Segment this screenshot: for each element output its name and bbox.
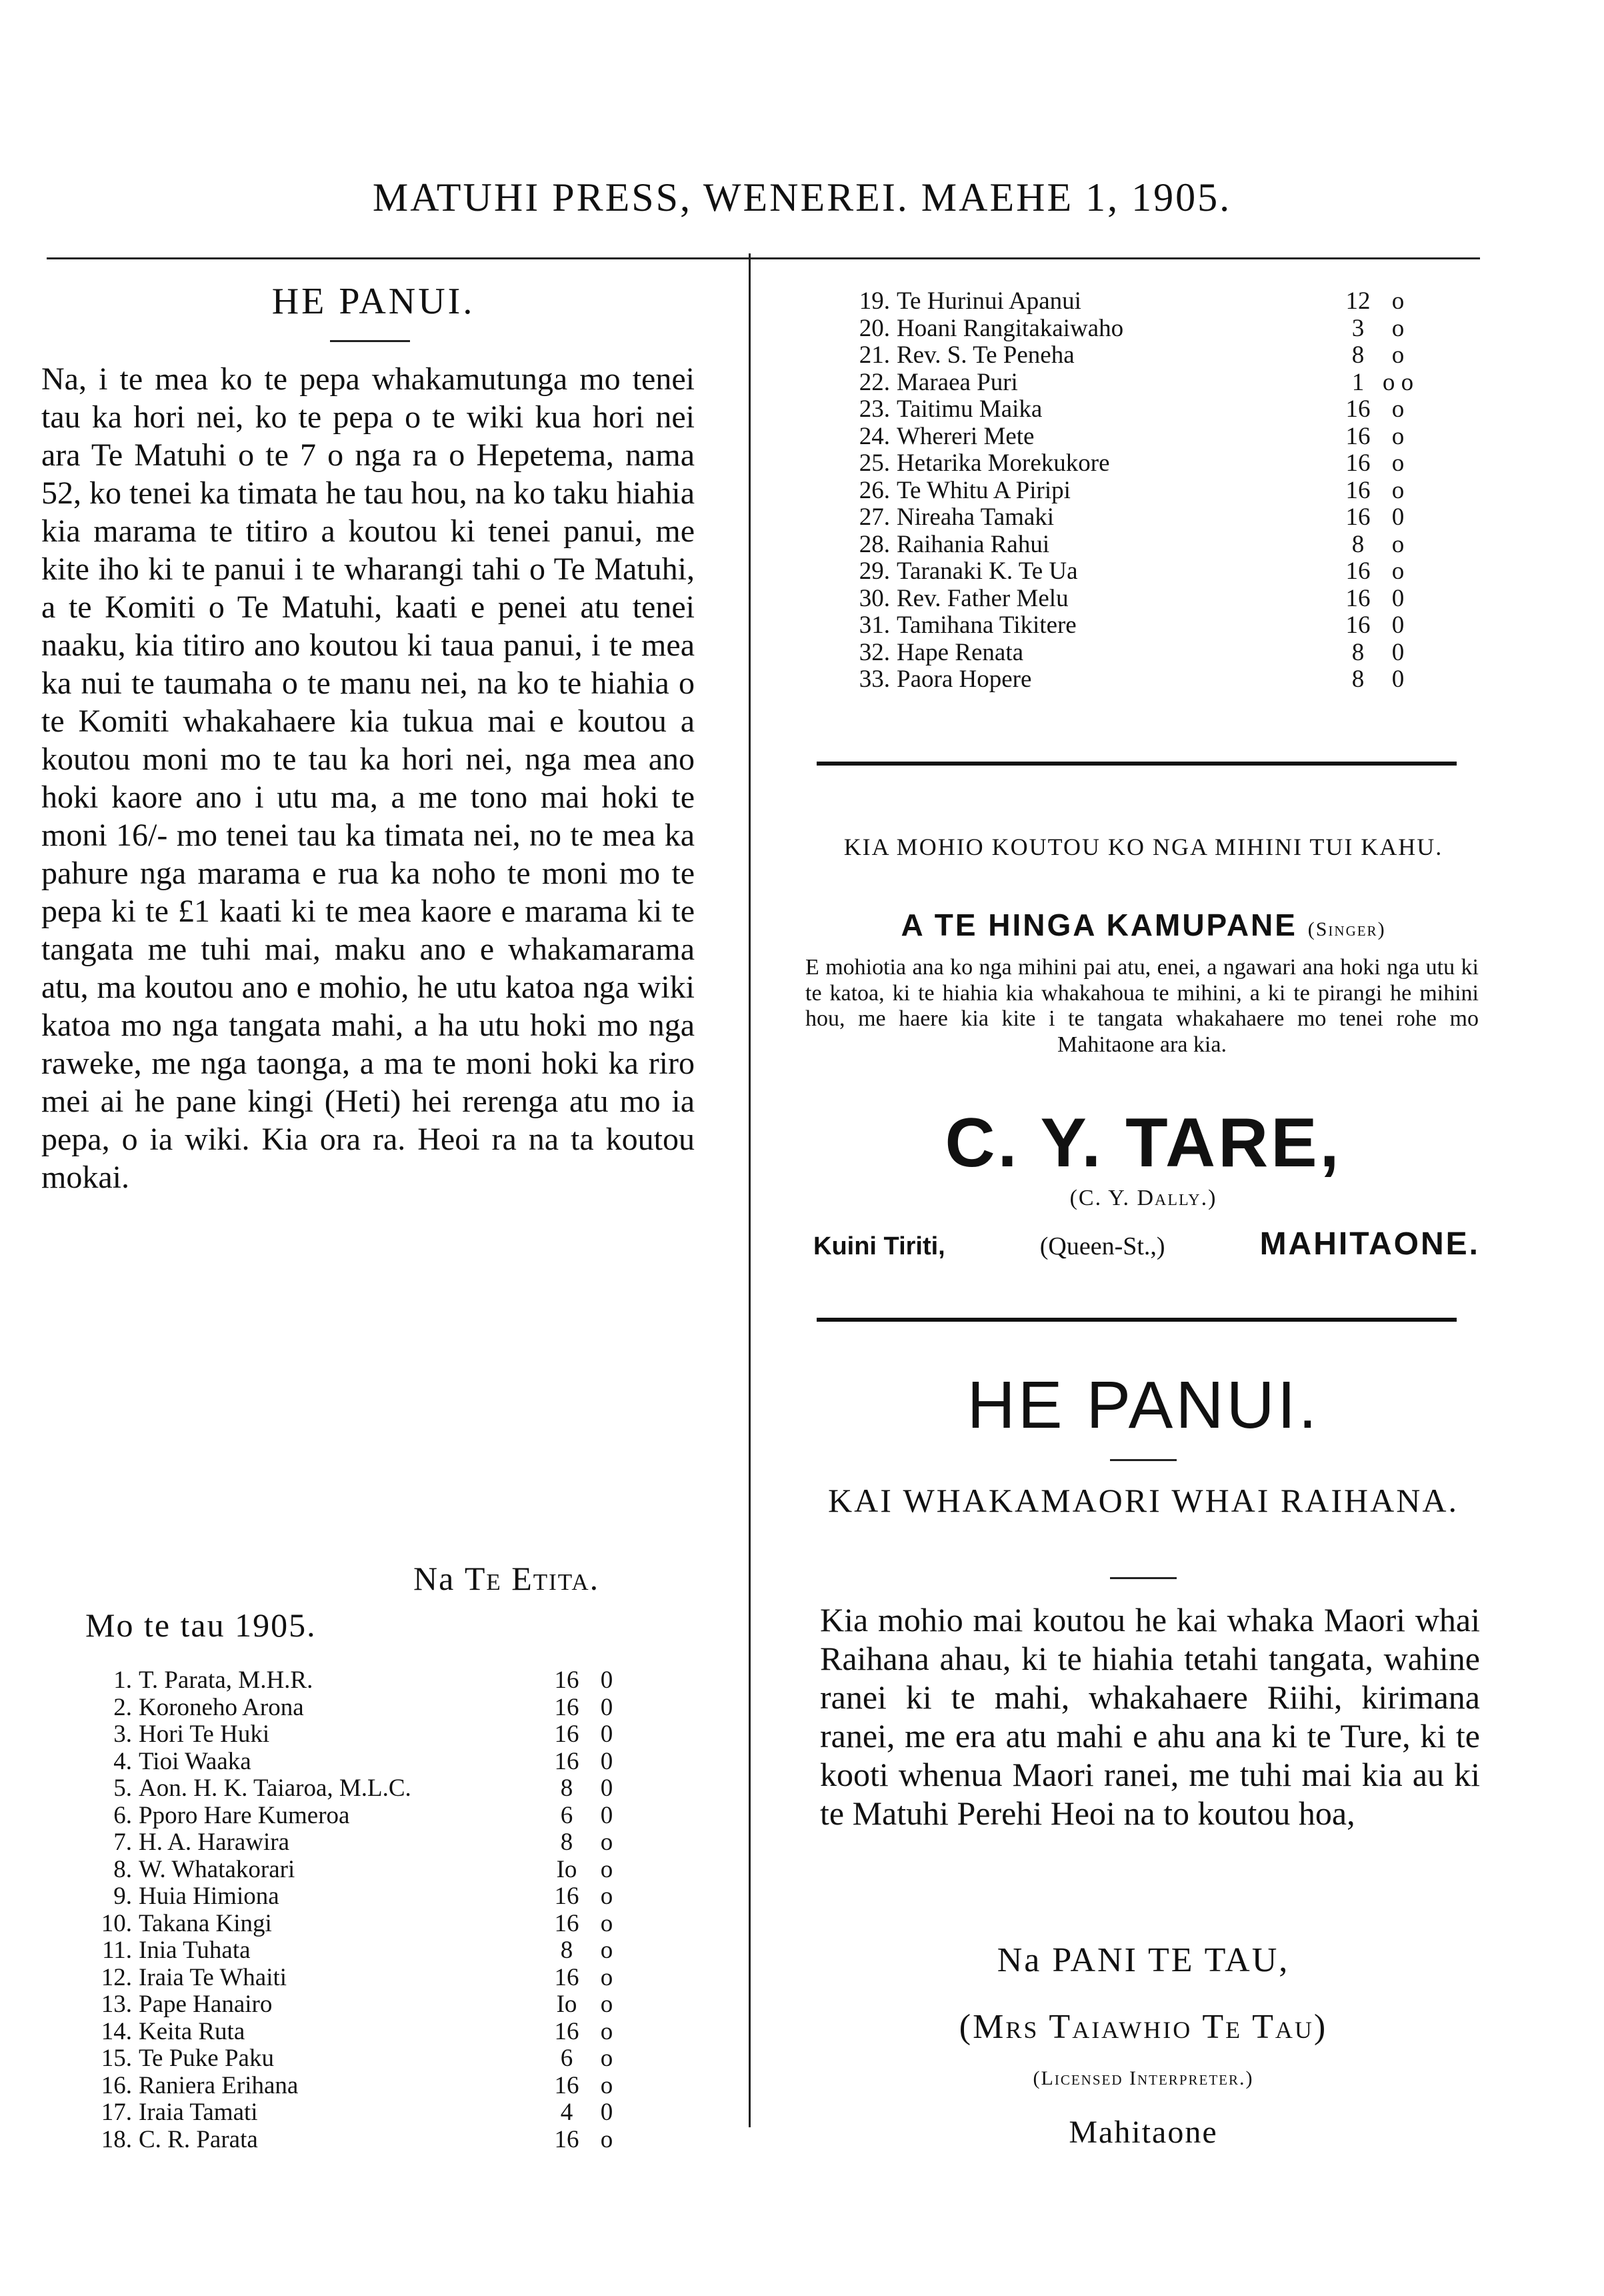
subscriber-pence: 0 (1391, 584, 1405, 612)
subscriber-pence: o (1391, 287, 1405, 315)
subscriber-name: Hoani Rangitakaiwaho (897, 314, 1124, 342)
subscriber-number: 30. (859, 584, 890, 612)
interpreter-notice-body: Kia mohio mai koutou he kai whaka Maori whai Raihana ahau, ki te hiahia tetahi tangata, wahine ranei ki te mahi, whakahaere Riihi, kirimana ranei, me era atu mahi e ahu ana ki te Ture, ki te kooti whenua Maori ranei, me tuhi mai kia au ki te Matuhi Perehi Heoi na to koutou hoa, (820, 1601, 1480, 1832)
subscriber-row (843, 315, 1417, 343)
subscriber-shillings: 16 (554, 1747, 579, 1775)
subscriber-number: 22. (859, 368, 890, 396)
subscriber-number: 25. (859, 449, 890, 477)
subscriber-name: Raihania Rahui (897, 530, 1050, 558)
subscriber-pence: o (1391, 476, 1405, 504)
column-divider (749, 253, 751, 2127)
subscriber-shillings: 8 (1351, 666, 1365, 693)
subscriber-name: Iraia Tamati (139, 2099, 258, 2126)
subscriber-name: T. Parata, M.H.R. (139, 1666, 313, 1694)
signoff-name: Te Etita. (464, 1560, 600, 1597)
subscriber-number: 24. (859, 422, 890, 450)
subscriber-number: 28. (859, 530, 890, 558)
subscriber-name: Te Hurinui Apanui (897, 287, 1081, 315)
subscriber-shillings: 8 (560, 1775, 573, 1802)
subscriber-row (85, 1965, 625, 1992)
subscriber-number: 3. (113, 1720, 132, 1748)
subscriber-shillings: 16 (1345, 476, 1371, 504)
subscriber-row (85, 1991, 625, 2019)
subscriber-shillings: 16 (554, 1666, 579, 1694)
subscriber-pence: o (1391, 449, 1405, 477)
subscriber-pence: o (600, 2125, 613, 2153)
subscriber-number: 10. (101, 1909, 132, 1937)
subscriber-pence: 0 (1391, 666, 1405, 693)
subscriber-row (85, 1749, 625, 1776)
subscriber-name: Rev. Father Melu (897, 584, 1069, 612)
subscriber-name: Rev. S. Te Peneha (897, 341, 1075, 369)
subscriber-row (85, 2073, 625, 2100)
subscriber-number: 23. (859, 395, 890, 423)
subscriber-pence: o (600, 2071, 613, 2099)
subscriber-shillings: 16 (1345, 395, 1371, 423)
subscriber-shillings: 16 (1345, 422, 1371, 450)
subscriber-list-right (843, 288, 1417, 694)
subscriber-name: W. Whatakorari (139, 1855, 295, 1883)
subscriber-shillings: 16 (1345, 449, 1371, 477)
interpreter-title-rule (1110, 1459, 1177, 1461)
editor-signoff (413, 1559, 599, 1598)
signoff-prefix: Na (413, 1560, 465, 1597)
interpreter-signoff: Na PANI TE TAU, (997, 1941, 1290, 1979)
subscriber-pence: o (600, 1909, 613, 1937)
subscriber-number: 17. (101, 2099, 132, 2126)
subscriber-number: 13. (101, 1991, 132, 2018)
subscriber-shillings: 6 (560, 1801, 573, 1829)
subscriber-name: Aon. H. K. Taiaroa, M.L.C. (139, 1775, 411, 1802)
subscriber-name: Hetarika Morekukore (897, 449, 1110, 477)
subscriber-number: 18. (101, 2125, 132, 2153)
subscriber-row (85, 1911, 625, 1938)
subscriber-row (843, 396, 1417, 423)
subscriber-row (843, 450, 1417, 477)
subscriber-shillings: 16 (554, 2125, 579, 2153)
subscriber-row (85, 2099, 625, 2127)
subscriber-pence: o (1391, 422, 1405, 450)
subscriber-number: 20. (859, 314, 890, 342)
subscriber-shillings: 16 (554, 1909, 579, 1937)
interpreter-name: (Mrs Taiawhio Te Tau) (959, 2008, 1328, 2046)
subscriber-shillings: 1 (1351, 368, 1365, 396)
subscriber-name: Te Whitu A Piripi (897, 476, 1071, 504)
subscriber-name: Taranaki K. Te Ua (897, 557, 1078, 585)
subscriber-row (85, 1937, 625, 1965)
subscriber-row (85, 1829, 625, 1857)
subscriber-shillings: 16 (1345, 503, 1371, 531)
subscriber-pence: o (1391, 530, 1405, 558)
subscriber-row (843, 504, 1417, 531)
subscriber-name: Hori Te Huki (139, 1720, 270, 1748)
header-rule (47, 257, 1480, 259)
subscriber-row (85, 1667, 625, 1694)
subscriber-row (85, 1775, 625, 1803)
subscriber-number: 16. (101, 2071, 132, 2099)
subscriber-number: 4. (113, 1747, 132, 1775)
subscriber-number: 14. (101, 2017, 132, 2045)
subscriber-row (85, 1857, 625, 1884)
subscriber-name: Nireaha Tamaki (897, 503, 1055, 531)
subscriber-name: Inia Tuhata (139, 1937, 251, 1964)
subscriber-name: Iraia Te Whaiti (139, 1963, 287, 1991)
subscriber-row (843, 558, 1417, 586)
subscriber-shillings: 16 (554, 1883, 579, 1910)
interpreter-notice-subtitle: KAI WHAKAMAORI WHAI RAIHANA. (828, 1482, 1459, 1519)
subscriber-number: 32. (859, 638, 890, 666)
ad-rule-top (817, 762, 1457, 766)
subscriber-row (843, 423, 1417, 451)
subscriber-shillings: 16 (554, 1720, 579, 1748)
subscriber-name: H. A. Harawira (139, 1829, 290, 1856)
subscriber-name: Tioi Waaka (139, 1747, 251, 1775)
subscriber-name: Pporo Hare Kumeroa (139, 1801, 350, 1829)
subscriber-number: 7. (113, 1829, 132, 1856)
ad-rule-bottom (817, 1318, 1457, 1322)
subscriber-shillings: 8 (1351, 638, 1365, 666)
title-rule (330, 340, 410, 342)
subscriber-row (843, 369, 1417, 397)
ad-text: E mohiotia ana ko nga mihini pai atu, enei, a ngawari ana hoki nga utu ki te katoa, ki te hiahia kia whakahoua te mihini, a ki te pirangi he mihini hou, me haere kia kite i te tangata whakahaere mo tenei rohe mo Mahitaone ara kia. (805, 955, 1479, 1057)
subscriber-name: Te Puke Paku (139, 2045, 274, 2072)
subscriber-shillings: 16 (1345, 584, 1371, 612)
subscriber-pence: o (600, 1883, 613, 1910)
subscriber-shillings: 8 (560, 1829, 573, 1856)
subscriber-name: Takana Kingi (139, 1909, 272, 1937)
subscriber-number: 21. (859, 341, 890, 369)
ad-address (813, 1226, 1480, 1262)
subscriber-name: Raniera Erihana (139, 2071, 299, 2099)
subscriber-row (843, 477, 1417, 505)
subscriber-name: Whereri Mete (897, 422, 1035, 450)
subscriber-pence: 0 (600, 2099, 613, 2126)
subscriber-pence: o o (1382, 368, 1414, 396)
left-notice-title: HE PANUI. (271, 281, 475, 322)
subscriber-number: 27. (859, 503, 890, 531)
subscriber-pence: o (1391, 314, 1405, 342)
subscriber-shillings: 12 (1345, 287, 1371, 315)
subscriber-name: Paora Hopere (897, 666, 1032, 693)
subscriber-pence: 0 (600, 1693, 613, 1721)
subscriber-shillings: 16 (1345, 612, 1371, 639)
subscriber-number: 8. (113, 1855, 132, 1883)
subscriber-row (843, 666, 1417, 694)
ad-street-en: (Queen-St.,) (1039, 1232, 1165, 1260)
ad-company-aside: (Singer) (1307, 918, 1386, 940)
ad-town: MAHITAONE. (1259, 1226, 1480, 1262)
subscriber-name: Taitimu Maika (897, 395, 1043, 423)
subscriber-row (843, 531, 1417, 559)
subscriber-shillings: 16 (554, 1693, 579, 1721)
subscriber-number: 11. (102, 1937, 132, 1964)
subscriber-shillings: 3 (1351, 314, 1365, 342)
subscriber-name: Pape Hanairo (139, 1991, 273, 2018)
subscriber-row (843, 342, 1417, 369)
subscriber-name: Huia Himiona (139, 1883, 279, 1910)
subscriber-shillings: 16 (554, 2071, 579, 2099)
ad-company (780, 907, 1507, 943)
subscriber-pence: o (600, 1991, 613, 2018)
subscriber-shillings: 16 (554, 2017, 579, 2045)
subscriber-pence: o (1391, 395, 1405, 423)
subscriber-number: 29. (859, 557, 890, 585)
subscriber-number: 12. (101, 1963, 132, 1991)
subscriber-pence: 0 (600, 1801, 613, 1829)
subscriber-pence: o (1391, 557, 1405, 585)
subscriber-shillings: Io (556, 1991, 577, 2018)
subscriber-number: 9. (113, 1883, 132, 1910)
subscriber-pence: o (600, 1937, 613, 1964)
subscriber-row (85, 1803, 625, 1830)
subscriber-pence: o (600, 2017, 613, 2045)
ad-agent-name: C. Y. TARE, (945, 1104, 1342, 1182)
subscriber-pence: o (600, 1963, 613, 1991)
subscriber-name: C. R. Parata (139, 2125, 258, 2153)
left-notice-text: Na, i te mea ko te pepa whakamutunga mo tenei tau ka hori nei, ko te pepa o te wiki kua hori nei ara Te Matuhi o te 7 o nga ra o Hepetema, nama 52, ko tenei ka timata he tau hou, na ko taku hiahia kia marama te titiro a koutou ki tenei panui, me kite iho ki te panui i te wharangi tahi o Te Matuhi, a te Komiti o Te Matuhi, kaati e penei atu tenei naaku, kia titiro ano koutou ki taua panui, i te mea ka nui te taumaha o te manu nei, na ko te hiahia o te Komiti whakahaere kia tukua mai e koutou a koutou moni mo te tau ka hori nei, nga mea ano hoki kaore ano i utu ma, a me tono mai hoki te moni 16/- mo tenei tau ka timata nei, no te mea ka pahure nga marama e rua ka noho te moni mo te pepa ki te £1 kaati ki te mea kaore e marama ki te tangata me tuhi mai, maku ano e whakamarama atu, ma koutou ano e mohio, he utu katoa nga wiki katoa mo nga tangata mahi, a ha utu hoki mo nga raweke, me nga taonga, a ma te moni hoki ka riro mei ai he pane kingi (Heti) hei rerenga atu mo ia pepa, o ia wiki. Kia ora ra. Heoi ra na ta koutou mokai. (41, 361, 695, 1195)
subscriber-pence: o (600, 1855, 613, 1883)
subscriber-pence: 0 (600, 1747, 613, 1775)
subscriber-shillings: 16 (554, 1963, 579, 1991)
subscriber-shillings: 8 (1351, 530, 1365, 558)
subscriber-name: Maraea Puri (897, 368, 1018, 396)
subscriber-shillings: Io (556, 1855, 577, 1883)
subscriber-name: Koroneho Arona (139, 1693, 304, 1721)
subscriber-row (85, 1694, 625, 1722)
subscriber-pence: 0 (600, 1775, 613, 1802)
subscriber-number: 31. (859, 612, 890, 639)
interpreter-license: (Licensed Interpreter.) (1033, 2067, 1254, 2089)
subscription-year: Mo te tau 1905. (85, 1606, 317, 1644)
subscriber-name: Keita Ruta (139, 2017, 245, 2045)
subscriber-pence: 0 (1391, 503, 1405, 531)
subscriber-number: 2. (113, 1693, 132, 1721)
subscriber-row (843, 612, 1417, 640)
interpreter-subtitle-rule (1110, 1577, 1177, 1579)
subscriber-shillings: 16 (1345, 557, 1371, 585)
subscriber-row (85, 2127, 625, 2154)
subscriber-number: 5. (113, 1775, 132, 1802)
subscriber-shillings: 8 (1351, 341, 1365, 369)
subscriber-number: 26. (859, 476, 890, 504)
subscriber-number: 33. (859, 666, 890, 693)
ad-company-name: A TE HINGA KAMUPANE (901, 908, 1297, 942)
subscriber-list-left (85, 1667, 625, 2153)
subscriber-pence: o (600, 1829, 613, 1856)
subscriber-row (85, 2019, 625, 2046)
subscriber-pence: 0 (600, 1720, 613, 1748)
subscriber-pence: 0 (600, 1666, 613, 1694)
subscriber-pence: o (600, 2045, 613, 2072)
ad-agent-alias: (C. Y. Dally.) (1069, 1186, 1217, 1210)
subscriber-shillings: 4 (560, 2099, 573, 2126)
ad-heading: KIA MOHIO KOUTOU KO NGA MIHINI TUI KAHU. (843, 834, 1443, 860)
subscriber-number: 19. (859, 287, 890, 315)
subscriber-row (843, 586, 1417, 613)
subscriber-name: Tamihana Tikitere (897, 612, 1077, 639)
subscriber-row (85, 2045, 625, 2073)
subscriber-shillings: 6 (560, 2045, 573, 2072)
ad-street: Kuini Tiriti, (813, 1232, 945, 1260)
left-notice-body (41, 360, 695, 1196)
subscriber-number: 6. (113, 1801, 132, 1829)
subscriber-row (843, 640, 1417, 667)
subscriber-row (85, 1721, 625, 1749)
subscriber-pence: 0 (1391, 612, 1405, 639)
subscriber-pence: 0 (1391, 638, 1405, 666)
interpreter-place: Mahitaone (1069, 2115, 1218, 2150)
subscriber-shillings: 8 (560, 1937, 573, 1964)
subscriber-number: 1. (113, 1666, 132, 1694)
subscriber-pence: o (1391, 341, 1405, 369)
page-header: MATUHI PRESS, WENEREI. MAEHE 1, 1905. (372, 175, 1232, 219)
interpreter-notice-title: HE PANUI. (967, 1368, 1320, 1442)
subscriber-row (85, 1883, 625, 1911)
subscriber-row (843, 288, 1417, 315)
subscriber-name: Hape Renata (897, 638, 1024, 666)
subscriber-number: 15. (101, 2045, 132, 2072)
